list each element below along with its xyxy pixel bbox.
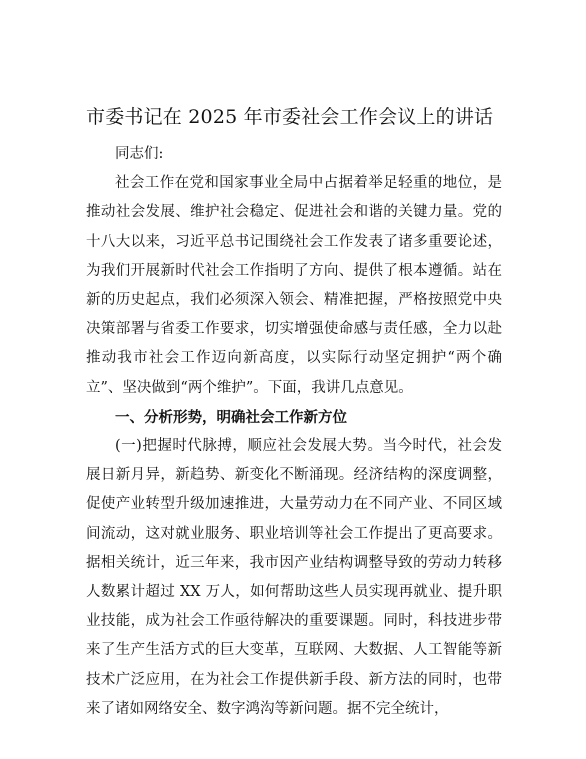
paragraph-intro: 社会工作在党和国家事业全局中占据着举足轻重的地位，是推动社会发展、维护社会稳定、促进社会和谐的关键力量。党的十八大以来，习近平总书记围绕社会工作发表了诸多重要论述，为我们开展新时代社会工作指明了方向、提供了根本遵循。站在新的历史起点，我们必须深入领会、精准把握，严格按照党中央决策部署与省委工作要求，切实增强使命感与责任感，全力以赴推动我市社会工作迈向新高度，以实际行动坚定拥护“两个确立”、坚决做到“两个维护”。下面，我讲几点意见。 <box>86 175 502 396</box>
section-heading: 一、分析形势，明确社会工作新方位 <box>115 408 347 426</box>
paragraph-section-1: (一)把握时代脉搏，顺应社会发展大势。当今时代，社会发展日新月异，新趋势、新变化不断涌现。经济结构的深度调整，促使产业转型升级加速推进，大量劳动力在不同产业、不同区域间流动，这对就业服务、职业培训等社会工作提出了更高要求。据相关统计，近三年来，我市因产业结构调整导致的劳动力转移人数累计超过 XX 万人，如何帮助这些人员实现再就业、提升职业技能，成为社会工作亟待解决的重要课题。同时，科技进步带来了生产生活方式的巨大变革，互联网、大数据、人工智能等新技术广泛应用，在为社会工作提供新手段、新方法的同时，也带来了诸如网络安全、数字鸿沟等新问题。据不完全统计， <box>86 438 502 717</box>
document-title: 市委书记在 2025 年市委社会工作会议上的讲话 <box>86 106 494 128</box>
greeting: 同志们: <box>115 146 164 162</box>
document-body <box>86 140 502 724</box>
